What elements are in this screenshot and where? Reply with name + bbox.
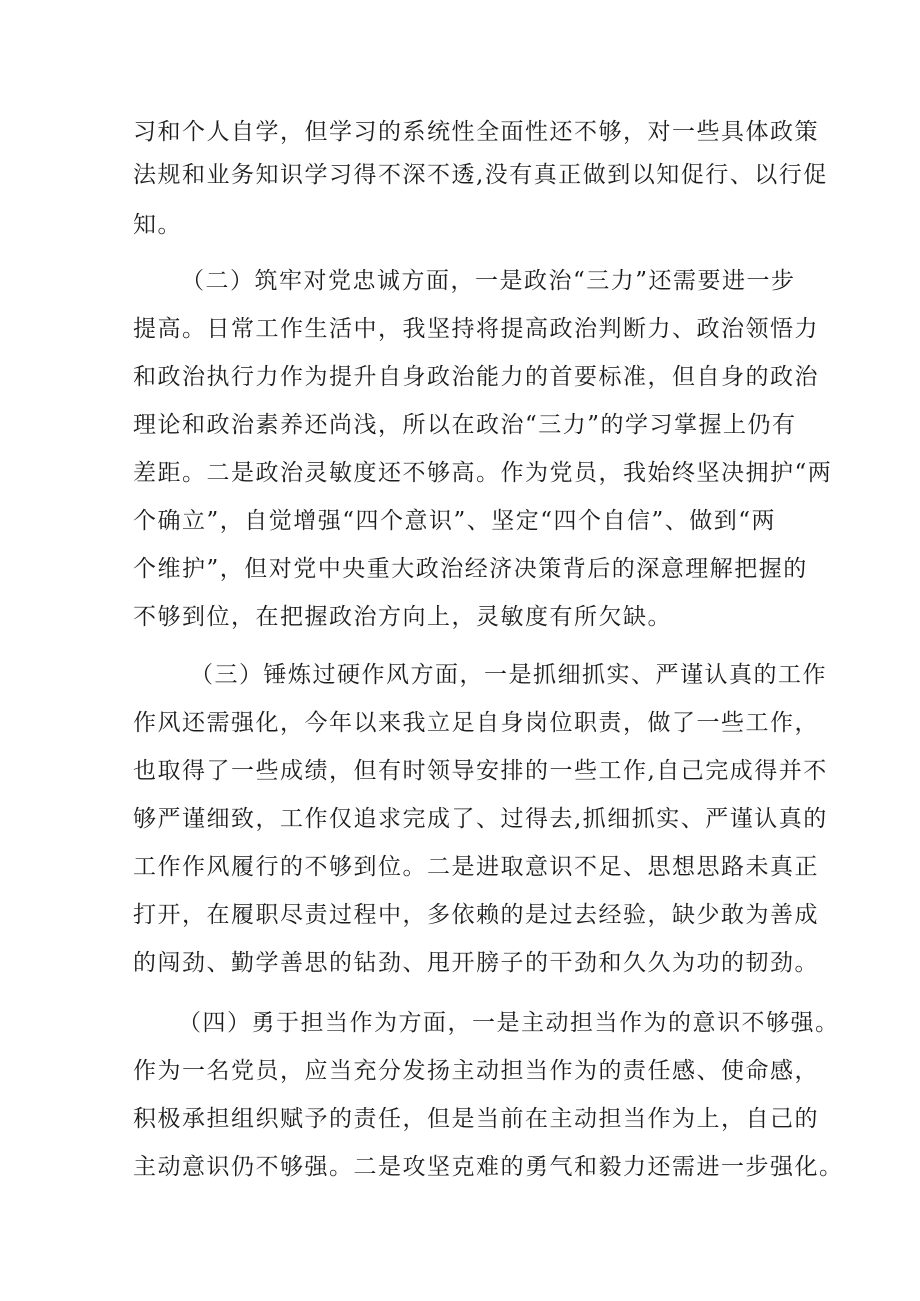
paragraph-3-line-2: 作风还需强化，今年以来我立足自身岗位职责，做了一些工作，: [133, 710, 819, 736]
paragraph-4-line-1: （四）勇于担当作为方面，一是主动担当作为的意识不够强。: [178, 1010, 840, 1036]
paragraph-2-line-1: （二）筑牢对党忠诚方面，一是政治“三力”还需要进一步: [181, 268, 796, 294]
paragraph-4-line-2: 作为一名党员，应当充分发扬主动担当作为的责任感、使命感，: [133, 1058, 819, 1084]
paragraph-3-line-5: 工作作风履行的不够到位。二是进取意识不足、思想思路未真正: [133, 854, 819, 880]
paragraph-4-line-3: 积极承担组织赋予的责任，但是当前在主动担当作为上，自己的: [133, 1106, 819, 1132]
paragraph-2-line-4: 理论和政治素养还尚浅，所以在政治“三力”的学习掌握上仍有: [133, 412, 797, 438]
paragraph-3-line-4: 够严谨细致，工作仅追求完成了、过得去,抓细抓实、严谨认真的: [133, 806, 828, 832]
paragraph-3-line-3: 也取得了一些成绩，但有时领导安排的一些工作,自己完成得并不: [133, 758, 828, 784]
paragraph-2-line-8: 不够到位，在把握政治方向上，灵敏度有所欠缺。: [133, 604, 672, 630]
paragraph-1-line-2: 法规和业务知识学习得不深不透,没有真正做到以知促行、以行促: [133, 162, 828, 188]
paragraph-3-line-1: （三）锤炼过硬作风方面，一是抓细抓实、严谨认真的工作: [190, 662, 827, 688]
paragraph-4-line-4: 主动意识仍不够强。二是攻坚克难的勇气和毅力还需进一步强化。: [133, 1154, 844, 1180]
paragraph-3-line-7: 的闯劲、勤学善思的钻劲、甩开膀子的干劲和久久为功的韧劲。: [133, 950, 819, 976]
paragraph-2-line-7: 个维护”，但对党中央重大政治经济决策背后的深意理解把握的: [133, 556, 808, 582]
paragraph-1-line-1: 习和个人自学，但学习的系统性全面性还不够，对一些具体政策: [133, 119, 819, 145]
paragraph-2-line-2: 提高。日常工作生活中，我坚持将提高政治判断力、政治领悟力: [133, 316, 819, 342]
paragraph-1-line-3: 知。: [133, 212, 182, 238]
paragraph-3-line-6: 打开，在履职尽责过程中，多依赖的是过去经验，缺少敢为善成: [133, 902, 819, 928]
paragraph-2-line-5: 差距。二是政治灵敏度还不够高。作为党员，我始终坚决拥护“两: [133, 460, 833, 486]
paragraph-2-line-6: 个确立”，自觉增强“四个意识”、坚定“四个自信”、做到“两: [133, 508, 777, 534]
paragraph-2-line-3: 和政治执行力作为提升自身政治能力的首要标准，但自身的政治: [133, 364, 819, 390]
